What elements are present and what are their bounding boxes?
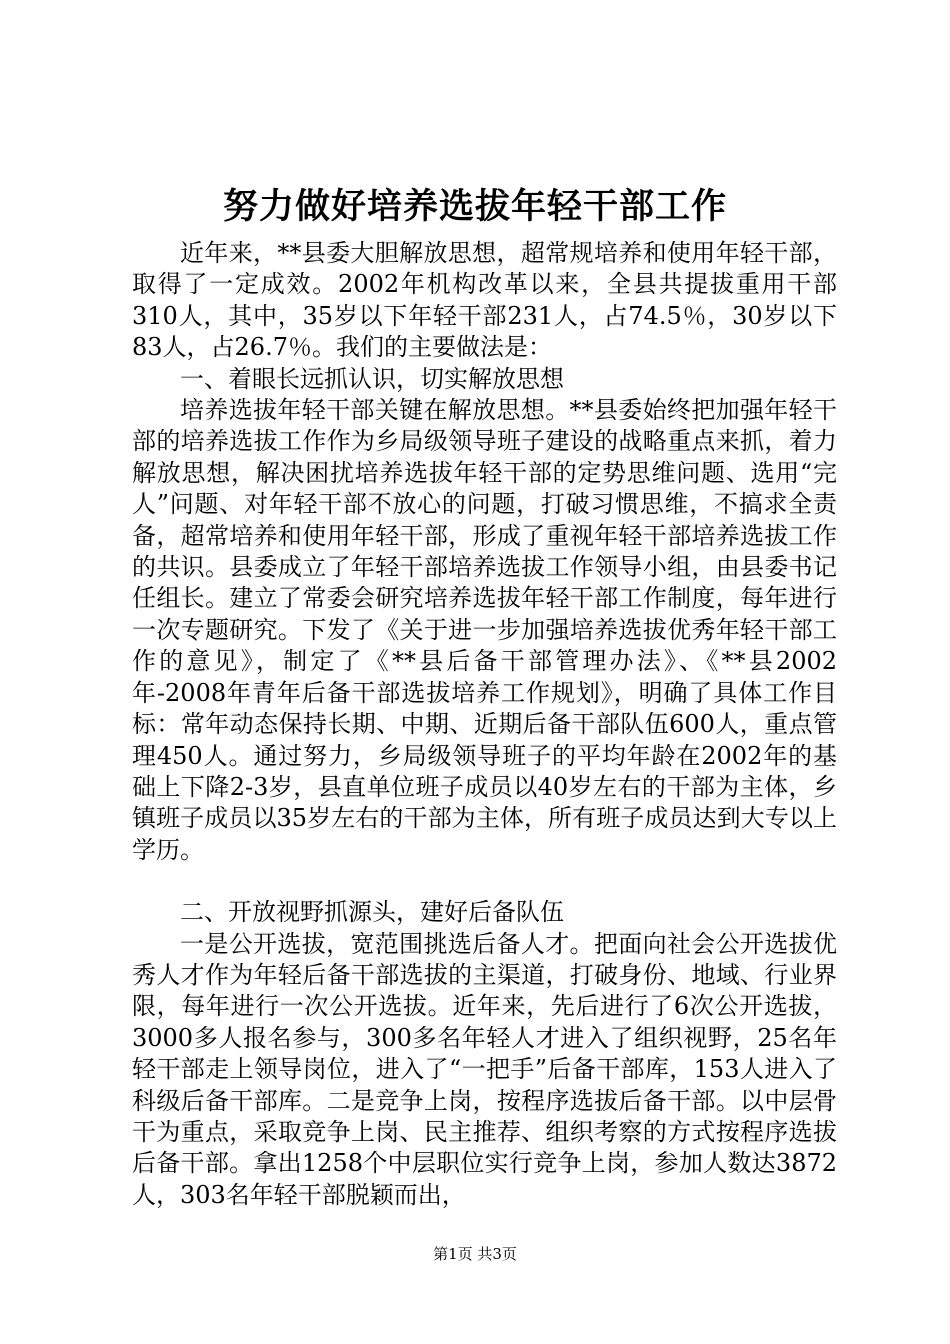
section-heading-1: 一、着眼长远抓认识，切实解放思想: [180, 364, 564, 393]
paragraph-section-2: 一是公开选拔，宽范围挑选后备人才。把面向社会公开选拔优秀人才作为年轻后备干部选拔的主渠道，打破身份、地域、行业界限，每年进行一次公开选拔。近年来，先后进行了6次公开选拔，3000多人报名参与，300多名年轻人才进入了组织视野，25名年轻干部走上领导岗位，进入了“一把手”后备干部库，153人进入了科级后备干部库。二是竞争上岗，按程序选拔后备干部。以中层骨干为重点，采取竞争上岗、民主推荐、组织考察的方式按程序选拔后备干部。拿出1258个中层职位实行竞争上岗，参加人数达3872人，303名年轻干部脱颖而出，: [132, 929, 837, 1209]
page-number-footer: 第1页 共3页: [433, 1245, 517, 1263]
document-title: 努力做好培养选拔年轻干部工作: [222, 186, 727, 227]
section-heading-2: 二、开放视野抓源头，建好后备队伍: [180, 898, 564, 927]
paragraph-intro: 近年来，**县委大胆解放思想，超常规培养和使用年轻干部，取得了一定成效。2002年机构改革以来，全县共提拔重用干部310人，其中，35岁以下年轻干部231人，占74.5％，30岁以下83人，占26.7％。我们的主要做法是：: [132, 239, 837, 362]
paragraph-section-1: 培养选拔年轻干部关键在解放思想。**县委始终把加强年轻干部的培养选拔工作作为乡局级领导班子建设的战略重点来抓，着力解放思想，解决困扰培养选拔年轻干部的定势思维问题、选用“完人”问题、对年轻干部不放心的问题，打破习惯思维，不搞求全责备，超常培养和使用年轻干部，形成了重视年轻干部培养选拔工作的共识。县委成立了年轻干部培养选拔工作领导小组，由县委书记任组长。建立了常委会研究培养选拔年轻干部工作制度，每年进行一次专题研究。下发了《关于进一步加强培养选拔优秀年轻干部工作的意见》，制定了《**县后备干部管理办法》、《**县2002年-2008年青年后备干部选拔培养工作规划》，明确了具体工作目标：常年动态保持长期、中期、近期后备干部队伍600人，重点管理450人。通过努力，乡局级领导班子的平均年龄在2002年的基础上下降2-3岁，县直单位班子成员以40岁左右的干部为主体，乡镇班子成员以35岁左右的干部为主体，所有班子成员达到大专以上学历。: [132, 396, 837, 864]
document-body: [132, 238, 837, 1211]
